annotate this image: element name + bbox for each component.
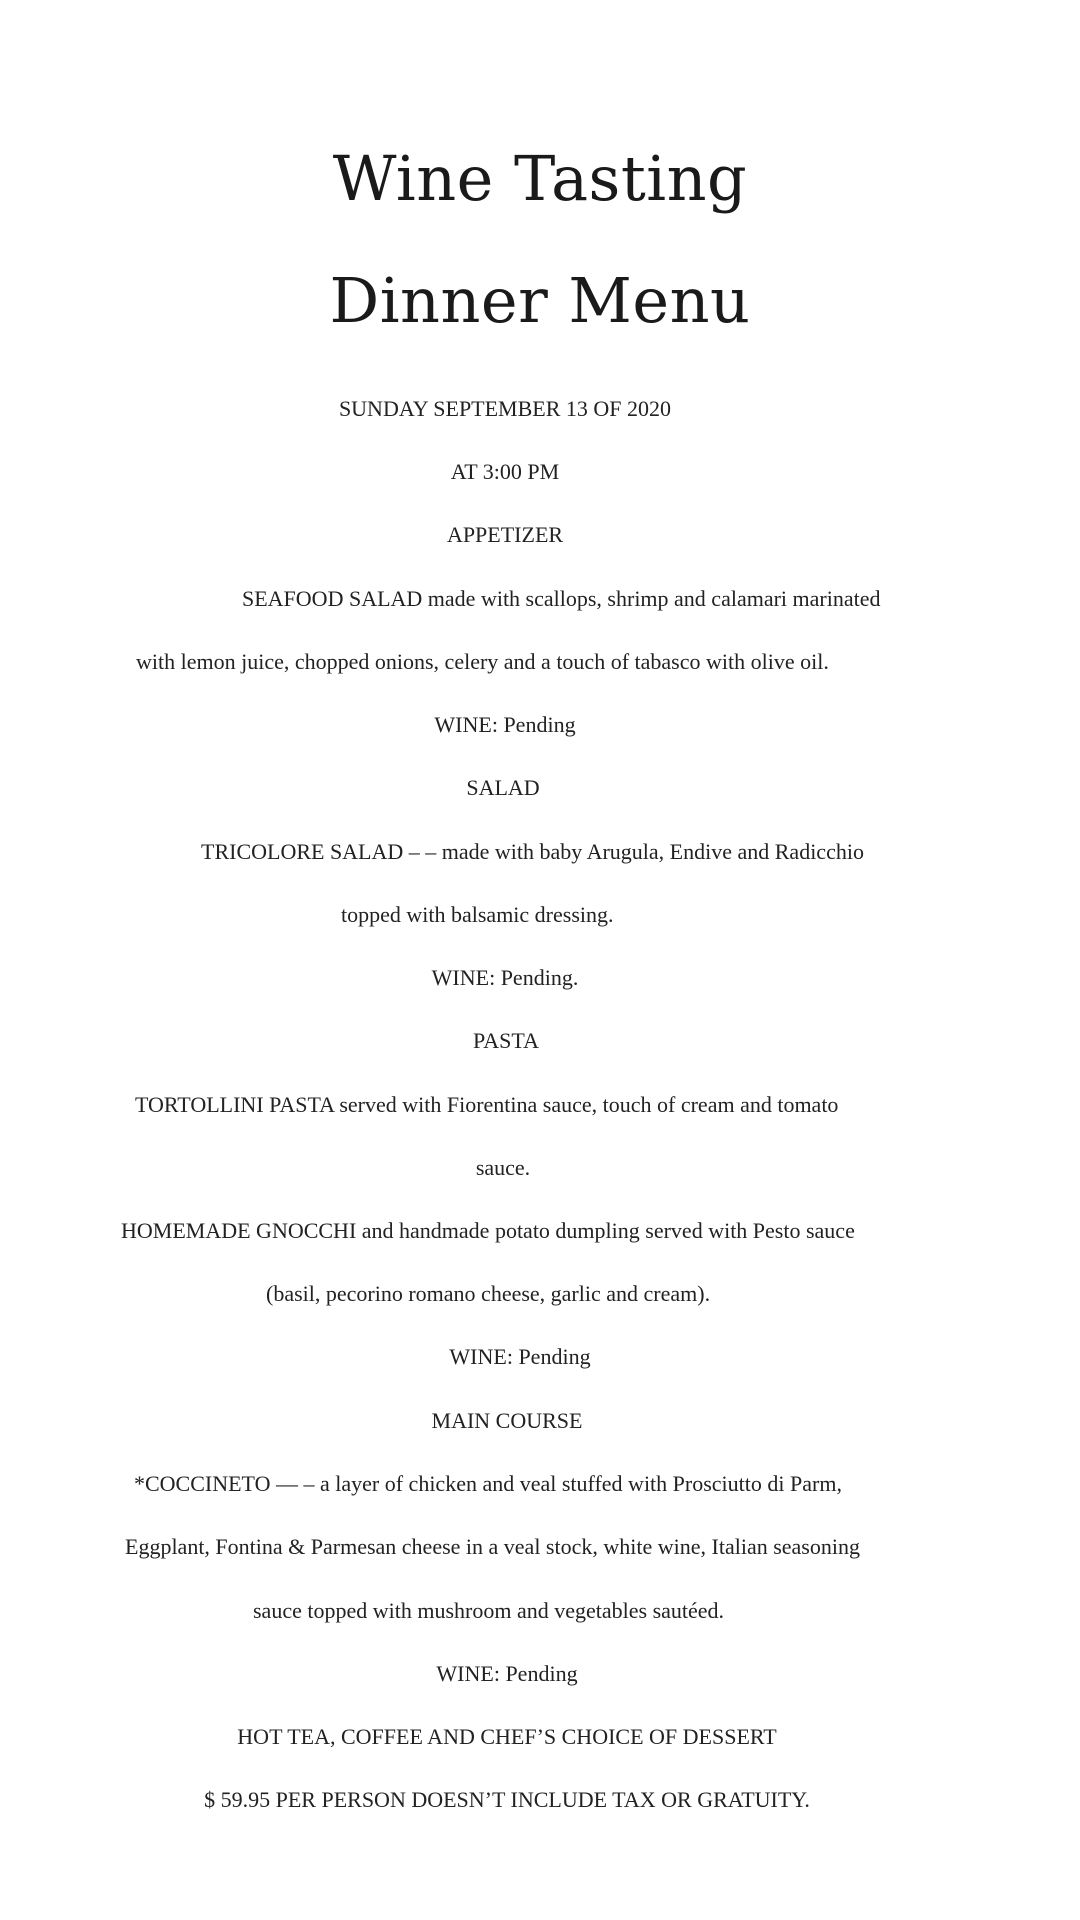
main-course-description-line-1: *COCCINETO — – a layer of chicken and veal stuffed with Prosciutto di Parm, bbox=[134, 1471, 842, 1496]
salad-description-line-1: TRICOLORE SALAD – – made with baby Arugula, Endive and Radicchio bbox=[201, 839, 864, 864]
appetizer-description-line-2: with lemon juice, chopped onions, celery and a touch of tabasco with olive oil. bbox=[136, 649, 829, 674]
pasta-item-2-line-1: HOMEMADE GNOCCHI and handmade potato dumpling served with Pesto sauce bbox=[121, 1218, 855, 1243]
pasta-item-1-line-1: TORTOLLINI PASTA served with Fiorentina sauce, touch of cream and tomato bbox=[135, 1092, 839, 1117]
pasta-wine: WINE: Pending bbox=[449, 1344, 591, 1369]
menu-title-line-2: Dinner Menu bbox=[329, 264, 751, 337]
main-course-description-line-3: sauce topped with mushroom and vegetables sautéed. bbox=[253, 1598, 725, 1623]
event-time: AT 3:00 PM bbox=[450, 459, 560, 484]
salad-wine: WINE: Pending. bbox=[431, 965, 579, 990]
pasta-item-1-line-2: sauce. bbox=[475, 1155, 531, 1180]
salad-description-line-2: topped with balsamic dressing. bbox=[341, 902, 614, 927]
menu-title-line-1: Wine Tasting bbox=[332, 142, 748, 215]
pasta-item-2-line-2: (basil, pecorino romano cheese, garlic and cream). bbox=[266, 1281, 711, 1306]
appetizer-description-line-1: SEAFOOD SALAD made with scallops, shrimp and calamari marinated bbox=[242, 586, 881, 611]
main-course-heading: MAIN COURSE bbox=[431, 1408, 583, 1433]
main-course-wine: WINE: Pending bbox=[436, 1661, 578, 1686]
main-course-description-line-2: Eggplant, Fontina & Parmesan cheese in a veal stock, white wine, Italian seasoning bbox=[125, 1534, 860, 1559]
price-line: $ 59.95 PER PERSON DOESN’T INCLUDE TAX OR GRATUITY. bbox=[204, 1787, 810, 1812]
appetizer-wine: WINE: Pending bbox=[434, 712, 576, 737]
salad-heading: SALAD bbox=[466, 775, 540, 800]
event-date: SUNDAY SEPTEMBER 13 OF 2020 bbox=[338, 396, 672, 421]
appetizer-heading: APPETIZER bbox=[446, 522, 564, 547]
dessert-line: HOT TEA, COFFEE AND CHEF’S CHOICE OF DESSERT bbox=[237, 1724, 777, 1749]
pasta-heading: PASTA bbox=[473, 1028, 539, 1053]
